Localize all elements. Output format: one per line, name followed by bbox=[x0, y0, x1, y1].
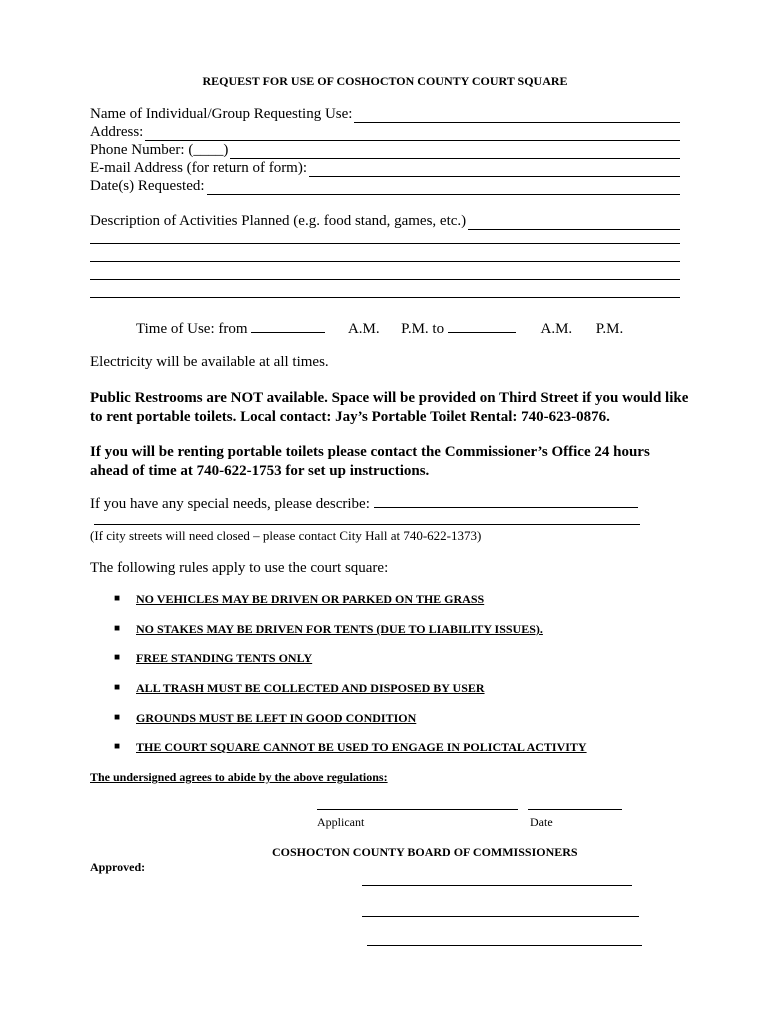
time-am-label-2: A.M. bbox=[540, 321, 573, 337]
commissioner-note: If you will be renting portable toilets please contact the Commissioner’s Office 24 hours ahead of time at 740-622-1753 for set up instructions. bbox=[90, 444, 650, 479]
email-field-label: E-mail Address (for return of form): bbox=[90, 160, 308, 176]
description-field-label: Description of Activities Planned (e.g. food stand, games, etc.) bbox=[90, 213, 467, 229]
address-field-line[interactable] bbox=[145, 126, 680, 141]
description-line-1[interactable] bbox=[90, 243, 680, 244]
form-title: REQUEST FOR USE OF COSHOCTON COUNTY COURT SQUARE bbox=[202, 74, 568, 88]
bullet-icon: ■ bbox=[114, 682, 121, 693]
dates-field-label: Date(s) Requested: bbox=[90, 178, 205, 194]
city-streets-note: (If city streets will need closed – please contact City Hall at 740-622-1373) bbox=[90, 528, 482, 543]
board-label: COSHOCTON COUNTY BOARD OF COMMISSIONERS bbox=[272, 845, 578, 859]
date-label: Date bbox=[530, 815, 553, 829]
bullet-icon: ■ bbox=[114, 623, 121, 634]
name-field[interactable] bbox=[90, 105, 680, 123]
time-of-use-row bbox=[136, 318, 623, 338]
rule-item-2: NO STAKES MAY BE DRIVEN FOR TENTS (DUE TO LIABILITY ISSUES). bbox=[136, 622, 543, 636]
applicant-label: Applicant bbox=[317, 815, 365, 829]
description-field[interactable] bbox=[90, 212, 680, 230]
dates-field[interactable] bbox=[90, 177, 680, 195]
electricity-note: Electricity will be available at all times. bbox=[90, 354, 329, 370]
bullet-icon: ■ bbox=[114, 652, 121, 663]
time-from-label: Time of Use: from bbox=[136, 321, 248, 337]
commissioner-signature-line-3[interactable] bbox=[367, 945, 642, 946]
special-needs-line-2[interactable] bbox=[94, 524, 640, 525]
address-field[interactable] bbox=[90, 123, 680, 141]
rule-item-1: NO VEHICLES MAY BE DRIVEN OR PARKED ON THE GRASS bbox=[136, 592, 485, 606]
rules-intro: The following rules apply to use the court square: bbox=[90, 560, 389, 576]
rule-item-3: FREE STANDING TENTS ONLY bbox=[136, 651, 313, 665]
commissioner-signature-line-2[interactable] bbox=[362, 916, 639, 917]
description-field-line[interactable] bbox=[468, 215, 680, 230]
agreement-statement: The undersigned agrees to abide by the above regulations: bbox=[90, 770, 388, 784]
bullet-icon: ■ bbox=[114, 741, 121, 752]
rule-item-6: THE COURT SQUARE CANNOT BE USED TO ENGAGE IN POLICTAL ACTIVITY bbox=[136, 740, 587, 754]
time-am-label-1: A.M. bbox=[347, 321, 380, 337]
email-field-line[interactable] bbox=[309, 162, 680, 177]
date-signature-line[interactable] bbox=[528, 809, 622, 810]
approved-label: Approved: bbox=[90, 860, 146, 874]
rule-item-4: ALL TRASH MUST BE COLLECTED AND DISPOSED BY USER bbox=[136, 681, 485, 695]
phone-field[interactable] bbox=[90, 141, 680, 159]
name-field-line[interactable] bbox=[354, 108, 680, 123]
description-line-4[interactable] bbox=[90, 297, 680, 298]
rule-item-5: GROUNDS MUST BE LEFT IN GOOD CONDITION bbox=[136, 711, 417, 725]
time-to-input[interactable] bbox=[448, 318, 516, 333]
dates-field-line[interactable] bbox=[207, 180, 680, 195]
name-field-label: Name of Individual/Group Requesting Use: bbox=[90, 106, 353, 122]
description-line-3[interactable] bbox=[90, 279, 680, 280]
special-needs-input[interactable] bbox=[374, 493, 638, 508]
applicant-signature-line[interactable] bbox=[317, 809, 518, 810]
description-line-2[interactable] bbox=[90, 261, 680, 262]
email-field[interactable] bbox=[90, 159, 680, 177]
time-from-input[interactable] bbox=[251, 318, 325, 333]
phone-field-label: Phone Number: (____) bbox=[90, 142, 229, 158]
bullet-icon: ■ bbox=[114, 593, 121, 604]
special-needs-field[interactable] bbox=[90, 493, 638, 513]
phone-field-line[interactable] bbox=[230, 144, 680, 159]
bullet-icon: ■ bbox=[114, 712, 121, 723]
restroom-note: Public Restrooms are NOT available. Space will be provided on Third Street if you would like to rent portable toilets. Local contact: Jay’s Portable Toilet Rental: 740-623-0876. bbox=[90, 390, 689, 425]
special-needs-label: If you have any special needs, please describe: bbox=[90, 496, 370, 512]
commissioner-signature-line-1[interactable] bbox=[362, 885, 632, 886]
time-pm-label-2: P.M. bbox=[595, 321, 624, 337]
address-field-label: Address: bbox=[90, 124, 144, 140]
time-pm-to-label: P.M. to bbox=[401, 321, 445, 337]
